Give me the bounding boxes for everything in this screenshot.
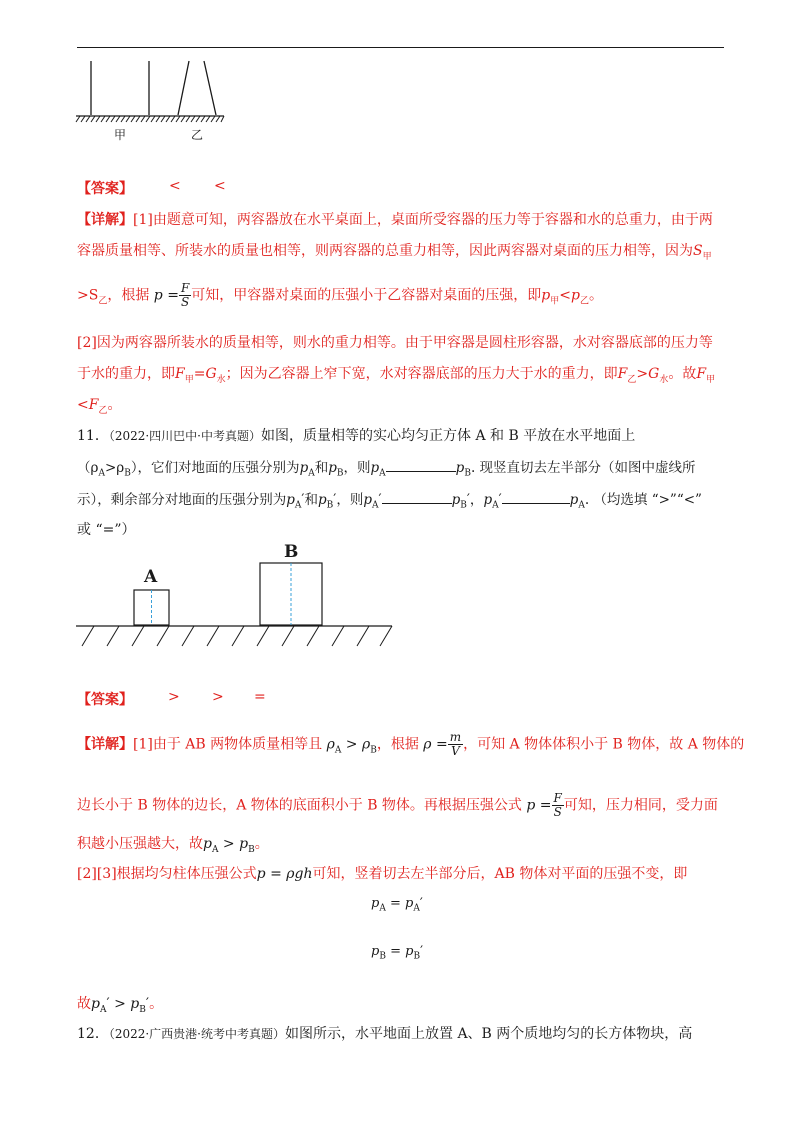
q10-detail-line-6: $<F_乙$。 [77, 397, 122, 416]
q11-conclusion: 故$p_A' > p_B'$。 [77, 996, 164, 1015]
containers-figure [74, 55, 234, 145]
container-yi-left-wall [178, 61, 189, 115]
q10-detail-line-1: 【详解】[1]由题意可知，两容器放在水平桌面上，桌面所受容器的压力等于容器和水的总重力，由于两 [77, 212, 713, 228]
label-yi: 乙 [191, 128, 204, 142]
label-b: B [284, 542, 299, 562]
q11-detail-line-4: [2][3]根据均匀柱体压强公式p = ρgh可知，竖着切去左半部分后，AB 物体对平面的压强不变，即 [77, 866, 688, 882]
q11-stem-line-3: 示），剩余部分对地面的压强分别为$p_A'$和$p_B'$，则$p_A'$ $p_B'$，$p_A'$ $p_A$. （均选填 “>”“<” [77, 492, 702, 511]
answer-1: > [168, 689, 180, 705]
header-rule [77, 47, 724, 48]
formula-rho-gh: p = ρgh [256, 866, 313, 882]
q10-detail-line-2: 容器质量相等、所装水的质量也相等，则两容器的总重力相等，因此两容器对桌面的压力相等，因为$S_甲$ [77, 243, 712, 262]
q11-detail-line-2: 边长小于 B 物体的边长，A 物体的底面积小于 B 物体。再根据压强公式 p = $\frac{F}{S}$ 可知，压力相同，受力面 [77, 791, 718, 819]
q10-detail-line-3: $>S_乙$，根据 p = $\frac{F}{S}$ 可知，甲容器对桌面的压强小于乙容器对桌面的压强，即$p_甲<p_乙$。 [77, 281, 603, 309]
equation-pa: $p_A = p_A'$ [371, 896, 423, 914]
q11-answer-line [77, 689, 266, 709]
answer-blank-1[interactable] [386, 459, 456, 472]
ground-hatching [82, 626, 392, 646]
q12-stem-line-1: 12．（2022·广西贵港·统考中考真题）如图所示，水平地面上放置 A、B 两个质地均匀的长方体物块，高 [77, 1026, 693, 1042]
table-hatching [76, 116, 224, 122]
container-yi-right-wall [204, 61, 216, 115]
fraction-f-over-s: $\frac{F}{S}$ [180, 281, 190, 309]
question-number: 11． [77, 428, 109, 444]
answer-3: = [254, 689, 266, 705]
q11-stem-line-4: 或 “=”） [77, 522, 136, 538]
question-source: （2022·四川巴中·中考真题） [108, 429, 261, 443]
answer-tag: 【答案】 [77, 692, 133, 708]
formula-pressure: p = [526, 797, 552, 814]
answer-2: < [214, 178, 226, 194]
detail-tag: 【详解】 [77, 212, 133, 228]
q11-stem-line-2: $(\rho_A>\rho_B)$，它们对地面的压强分别为$p_A$和$p_B$，则$p_A$ $p_B$. 现竖直切去左半部分（如图中虚线所 [77, 460, 696, 479]
answer-tag: 【答案】 [77, 181, 133, 197]
label-jia: 甲 [114, 128, 127, 142]
answer-blank-3[interactable] [502, 491, 570, 504]
q11-detail-line-1: 【详解】[1]由于 AB 两物体质量相等且 $\rho_A > \rho_B$，根据 ρ = $\frac{m}{V}$ ，可知 A 物体体积小于 B 物体，故 A 物体的 [77, 730, 745, 758]
formula-pressure: p = [153, 287, 179, 304]
q11-detail-line-3: 积越小压强越大，故$p_A > p_B$。 [77, 836, 269, 855]
q10-detail-line-5: 于水的重力，即$F_甲=G_水$；因为乙容器上窄下宽，水对容器底部的压力大于水的重力，即$F_乙>G_水$。故$F_甲$ [77, 366, 716, 385]
fraction-f-over-s: $\frac{F}{S}$ [553, 791, 562, 819]
answer-1: < [169, 178, 181, 194]
answer-2: > [212, 689, 224, 705]
equation-pb: $p_B = p_B'$ [371, 944, 424, 962]
q10-detail-line-4: [2]因为两容器所装水的质量相等，则水的重力相等。由于甲容器是圆柱形容器，水对容器底部的压力等 [77, 335, 713, 351]
q10-answer-line [77, 178, 226, 198]
question-number: 12． [77, 1026, 109, 1042]
question-source: （2022·广西贵港·统考中考真题） [108, 1027, 285, 1041]
answer-blank-2[interactable] [382, 491, 452, 504]
cubes-figure [74, 540, 399, 655]
formula-density: ρ = [423, 736, 448, 753]
fraction-m-over-v: $\frac{m}{V}$ [449, 730, 462, 758]
q11-stem-line-1: 11．（2022·四川巴中·中考真题）如图，质量相等的实心均匀正方体 A 和 B 平放在水平地面上 [77, 428, 636, 444]
label-a: A [144, 567, 158, 587]
detail-tag: 【详解】 [77, 736, 133, 753]
